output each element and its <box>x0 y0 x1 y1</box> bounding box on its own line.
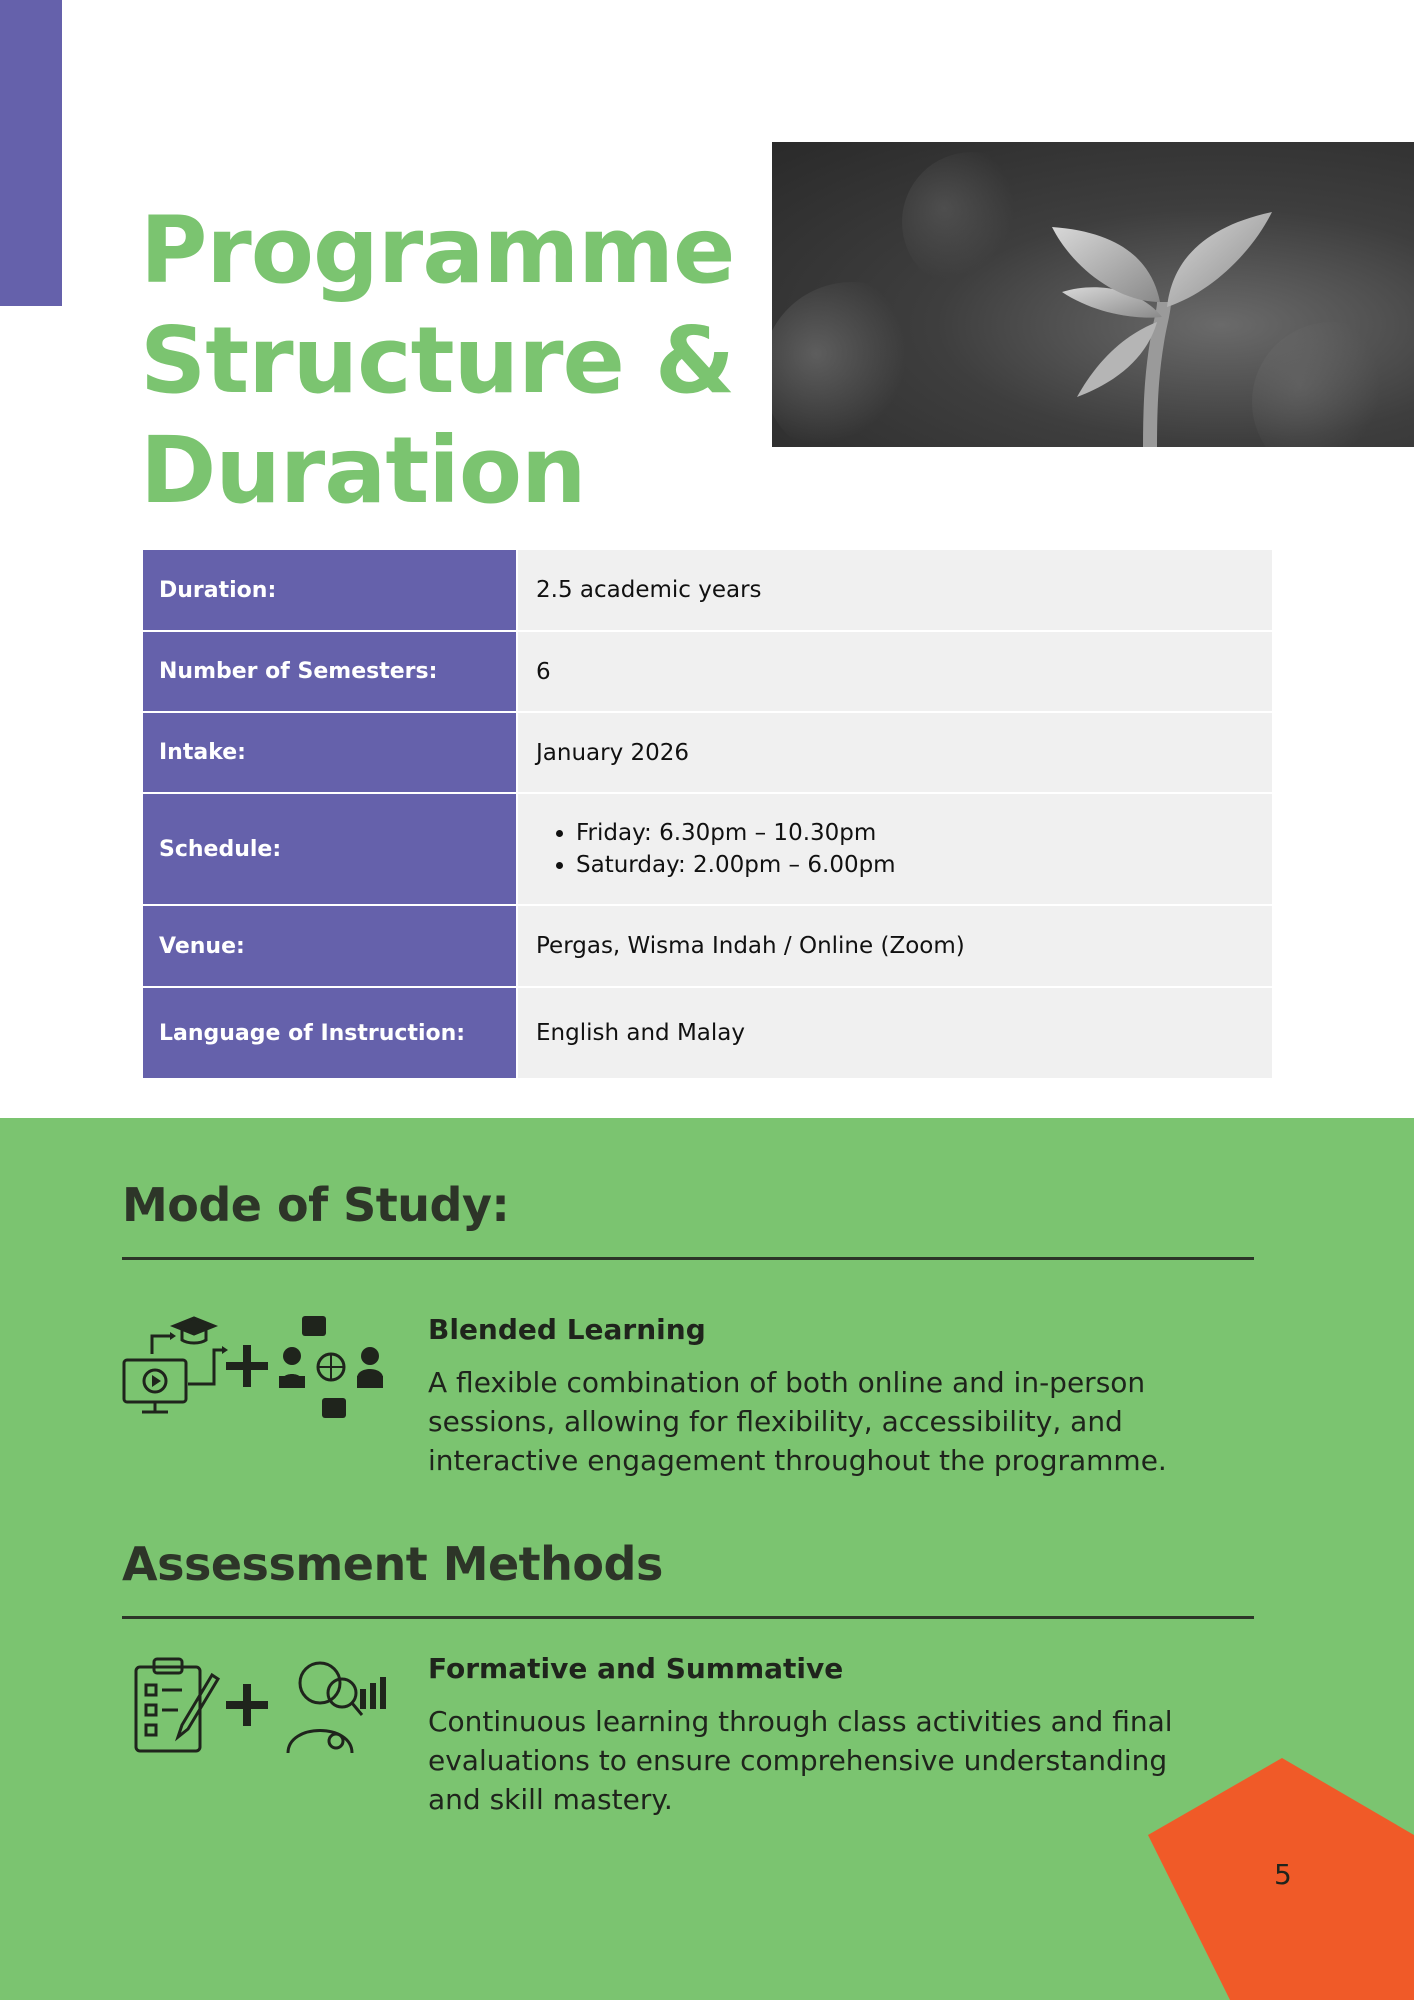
schedule-value <box>517 793 1272 905</box>
duration-label: Duration: <box>143 550 517 631</box>
schedule-list <box>536 817 1272 881</box>
schedule-label: Schedule: <box>143 793 517 905</box>
divider <box>122 1616 1254 1619</box>
programme-details-table <box>143 550 1272 1080</box>
table-row <box>143 631 1272 712</box>
seedling-illustration <box>772 142 1414 447</box>
language-value: English and Malay <box>517 987 1272 1079</box>
mode-of-study-heading: Mode of Study: <box>122 1178 510 1232</box>
divider <box>122 1257 1254 1260</box>
assessment-description: Continuous learning through class activities and final evaluations to ensure comprehensive understanding and skill mastery. <box>428 1705 1173 1816</box>
table-row <box>143 987 1272 1079</box>
page-title <box>140 196 760 526</box>
plus-icon <box>226 1684 268 1726</box>
title-line-3: Duration <box>140 417 586 524</box>
intake-value: January 2026 <box>517 712 1272 793</box>
group-discussion-icon <box>279 1316 383 1418</box>
page-number: 5 <box>1274 1858 1292 1891</box>
accent-bar <box>0 0 62 306</box>
semesters-label: Number of Semesters: <box>143 631 517 712</box>
study-assessment-section <box>0 1118 1414 2000</box>
table-row <box>143 550 1272 631</box>
mode-of-study-description: A flexible combination of both online and in-person sessions, allowing for flexibility, accessibility, and interactive engagement throughout the programme. <box>428 1366 1167 1477</box>
duration-value: 2.5 academic years <box>517 550 1272 631</box>
checklist-icon <box>136 1659 218 1751</box>
analyst-icon <box>288 1663 386 1753</box>
plus-icon <box>226 1345 268 1387</box>
table-row <box>143 905 1272 987</box>
schedule-item: • Friday: 6.30pm – 10.30pm <box>576 817 1272 849</box>
table-row <box>143 793 1272 905</box>
venue-label: Venue: <box>143 905 517 987</box>
seedling-photo <box>772 142 1414 447</box>
language-label: Language of Instruction: <box>143 987 517 1079</box>
mode-of-study-icons <box>122 1314 392 1424</box>
venue-value: Pergas, Wisma Indah / Online (Zoom) <box>517 905 1272 987</box>
mode-of-study-subtitle: Blended Learning <box>428 1313 706 1346</box>
intake-label: Intake: <box>143 712 517 793</box>
online-learning-icon <box>124 1318 228 1412</box>
semesters-value: 6 <box>517 631 1272 712</box>
assessment-subtitle: Formative and Summative <box>428 1652 844 1685</box>
assessment-heading: Assessment Methods <box>122 1537 663 1591</box>
title-line-2: Structure & <box>140 307 735 414</box>
title-line-1: Programme <box>140 197 735 304</box>
table-row <box>143 712 1272 793</box>
assessment-icons <box>122 1653 392 1763</box>
schedule-item: • Saturday: 2.00pm – 6.00pm <box>576 849 1272 881</box>
